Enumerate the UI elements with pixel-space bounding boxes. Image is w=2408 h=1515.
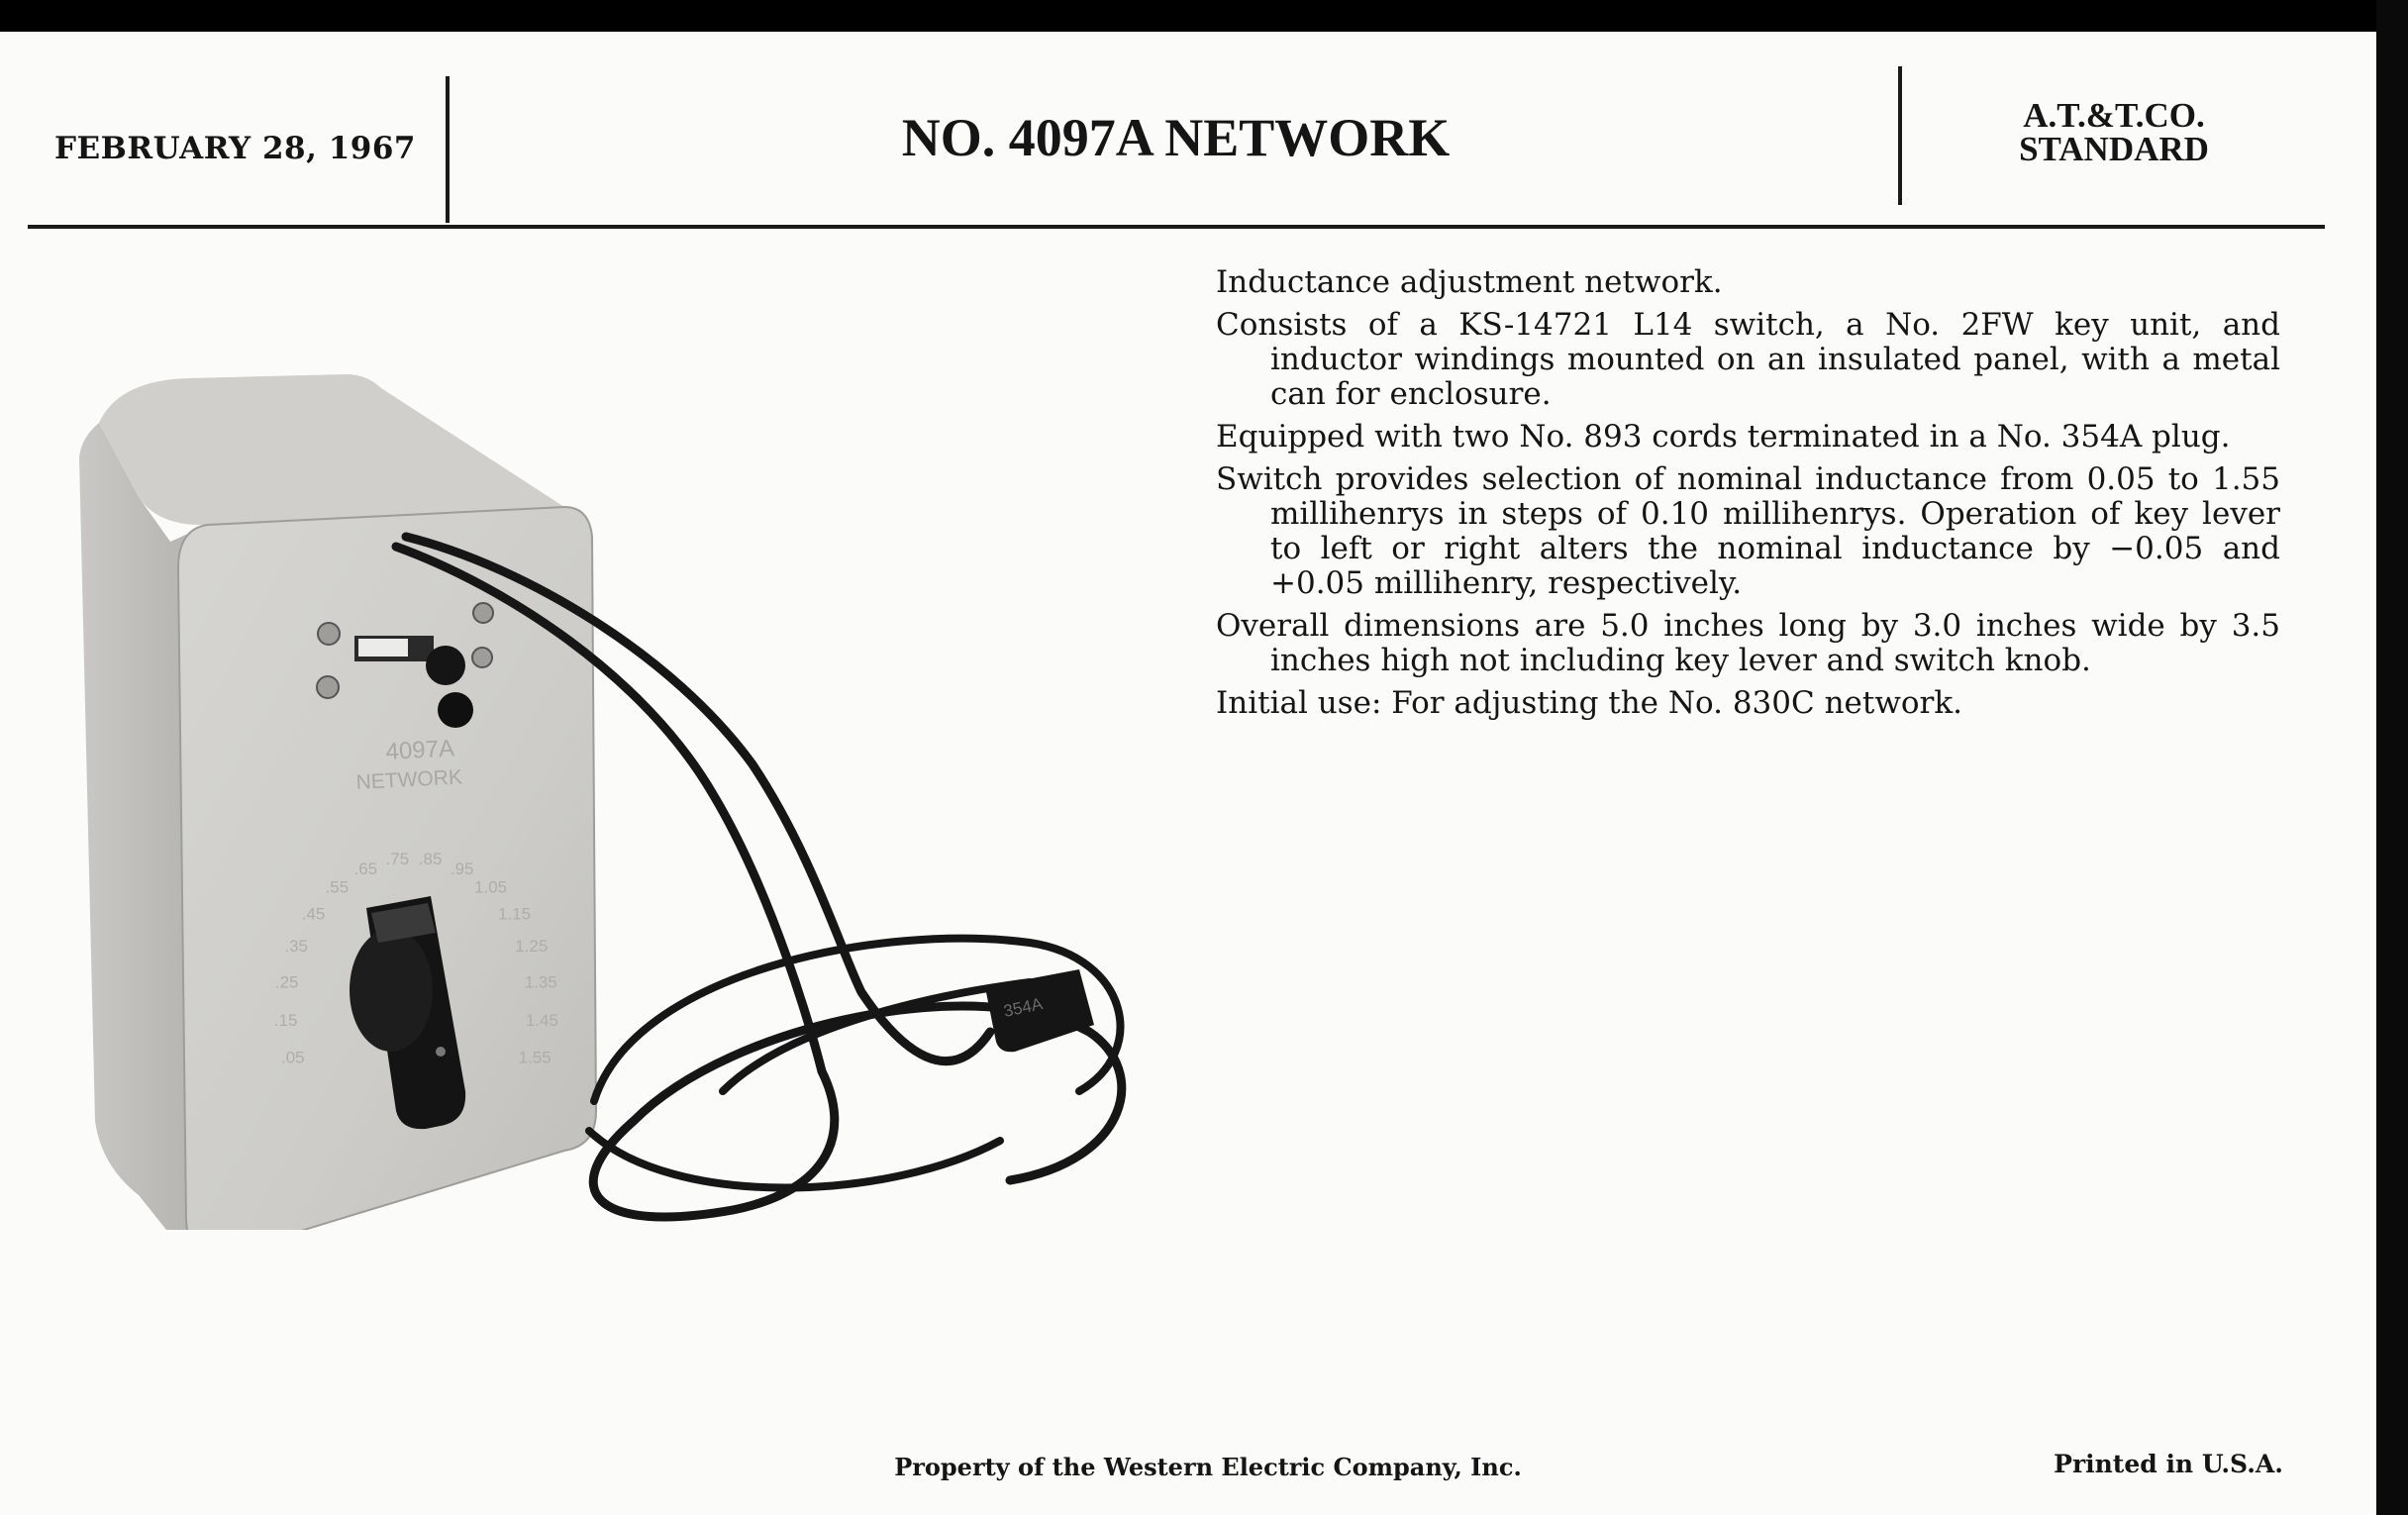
dial-tick-label: .75 bbox=[385, 850, 410, 869]
dial-tick-label: 1.35 bbox=[524, 972, 557, 992]
product-description bbox=[1216, 265, 2280, 729]
dial-tick-label: 1.55 bbox=[518, 1048, 552, 1067]
dial-tick-label: 1.05 bbox=[474, 877, 508, 897]
dial-tick-label: 1.15 bbox=[497, 904, 532, 924]
standard-mark bbox=[1906, 96, 2322, 168]
header-divider-right bbox=[1898, 66, 1902, 205]
panel-label-line-2: NETWORK bbox=[355, 765, 463, 794]
property-notice: Property of the Western Electric Company, Inc. bbox=[894, 1453, 1522, 1481]
header-divider-left bbox=[446, 76, 450, 223]
description-paragraph: Consists of a KS-14721 L14 switch, a No. 2FW key unit, and inductor windings mounted on an insulated panel, with a metal can for enclosure. bbox=[1216, 307, 2280, 412]
panel-label-line-1: 4097A bbox=[384, 735, 455, 765]
dial-tick-label: 1.45 bbox=[525, 1010, 558, 1030]
data-sheet-page bbox=[0, 32, 2376, 1515]
description-paragraph: Switch provides selection of nominal inductance from 0.05 to 1.55 millihenrys in steps of 0.10 millihenrys. Operation of key lever to left or right alters the nominal inductance by −0.05 and +0.05 millihenry, respectively. bbox=[1216, 461, 2280, 601]
scan-edge bbox=[2376, 0, 2408, 1515]
key-lever-ball bbox=[438, 692, 473, 728]
description-paragraph: Overall dimensions are 5.0 inches long by 3.0 inches wide by 3.5 inches high not including key lever and switch knob. bbox=[1216, 608, 2280, 678]
header-rule bbox=[28, 225, 2325, 229]
standard-line-1: A.T.&T.CO. bbox=[2023, 96, 2205, 135]
network-photo bbox=[40, 339, 1208, 1230]
can-top-face bbox=[99, 374, 564, 525]
dial-tick-label: .35 bbox=[284, 937, 309, 956]
page-title: NO. 4097A NETWORK bbox=[901, 108, 1451, 167]
description-paragraph: Equipped with two No. 893 cords terminated in a No. 354A plug. bbox=[1216, 419, 2231, 454]
plug-label: 354A bbox=[1001, 994, 1045, 1021]
key-lever-knob bbox=[426, 646, 465, 685]
dial-tick-label: .85 bbox=[418, 850, 443, 869]
dial-tick-label: .45 bbox=[301, 904, 326, 924]
description-paragraph: Initial use: For adjusting the No. 830C network. bbox=[1216, 685, 1963, 721]
description-paragraph: Inductance adjustment network. bbox=[1216, 264, 1723, 300]
printed-in-notice: Printed in U.S.A. bbox=[2054, 1450, 2283, 1478]
dial-tick-label: .15 bbox=[273, 1010, 298, 1030]
dial-tick-label: .25 bbox=[274, 972, 299, 992]
issue-date: FEBRUARY 28, 1967 bbox=[54, 131, 416, 166]
standard-line-2: STANDARD bbox=[2019, 130, 2209, 168]
dial-tick-label: .55 bbox=[325, 877, 350, 897]
dial-tick-label: .05 bbox=[280, 1048, 305, 1067]
dial-tick-label: .65 bbox=[353, 858, 378, 878]
dial-tick-label: .95 bbox=[450, 858, 474, 878]
dial-tick-label: 1.25 bbox=[515, 937, 549, 956]
